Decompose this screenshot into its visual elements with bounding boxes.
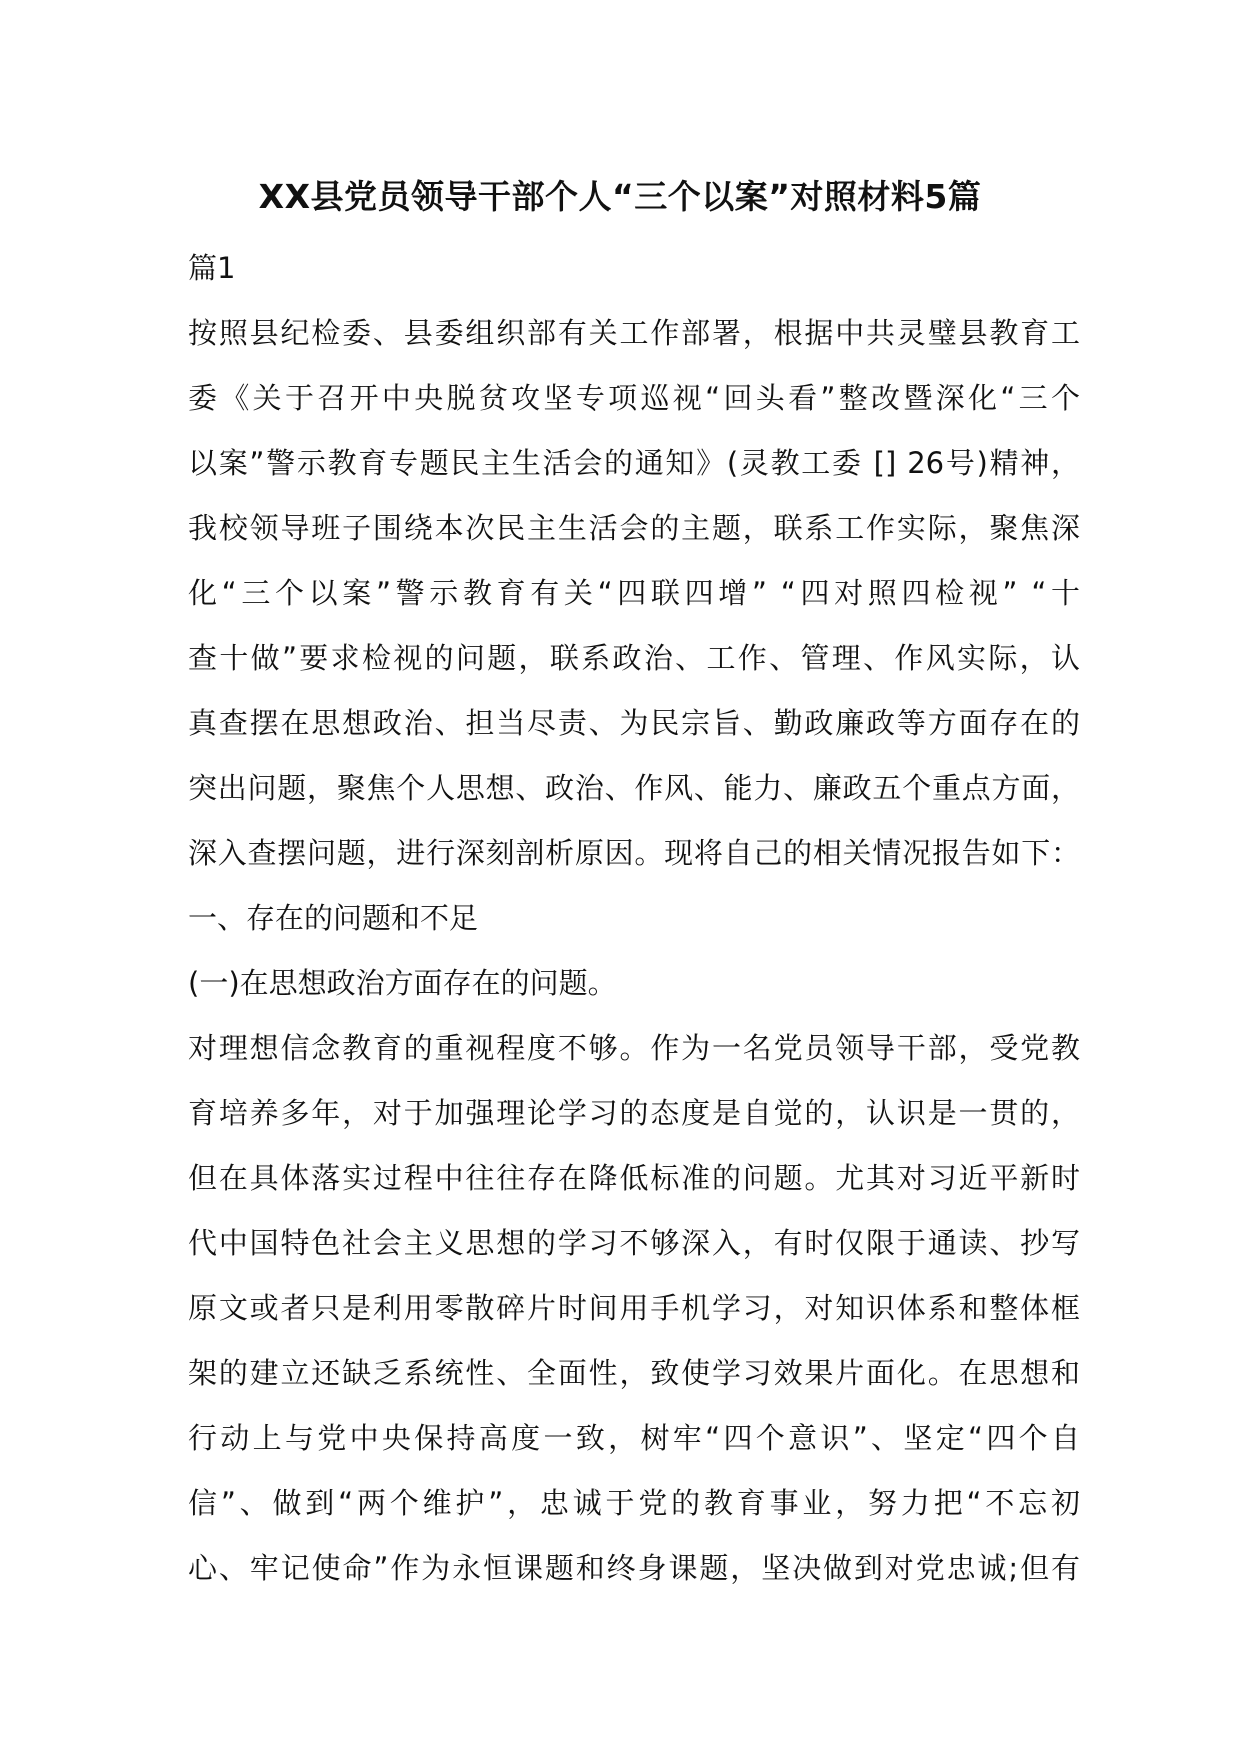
paragraph-line: 信”、做到“两个维护”，忠诚于党的教育事业，努力把“不忘初 (188, 1486, 1080, 1520)
paragraph-line: 但在具体落实过程中往往存在降低标准的问题。尤其对习近平新时 (188, 1161, 1080, 1195)
document-title: XX县党员领导干部个人“三个以案”对照材料5篇 (258, 177, 982, 216)
paragraph-line: 查十做”要求检视的问题，联系政治、工作、管理、作风实际，认 (188, 641, 1080, 675)
section-heading: 篇1 (188, 251, 236, 285)
paragraph-line: 委《关于召开中央脱贫攻坚专项巡视“回头看”整改暨深化“三个 (188, 381, 1080, 415)
paragraph-line: 以案”警示教育专题民主生活会的通知》(灵教工委 [] 26号)精神， (188, 446, 1080, 480)
paragraph-line: 架的建立还缺乏系统性、全面性，致使学习效果片面化。在思想和 (188, 1356, 1080, 1390)
paragraph-line: 行动上与党中央保持高度一致，树牢“四个意识”、坚定“四个自 (188, 1421, 1080, 1455)
paragraph-line: 心、牢记使命”作为永恒课题和终身课题，坚决做到对党忠诚;但有 (188, 1551, 1080, 1585)
paragraph-line: 深入查摆问题，进行深刻剖析原因。现将自己的相关情况报告如下： (188, 836, 1080, 870)
paragraph-line: 育培养多年，对于加强理论学习的态度是自觉的，认识是一贯的， (188, 1096, 1080, 1130)
paragraph-line: 突出问题，聚焦个人思想、政治、作风、能力、廉政五个重点方面， (188, 771, 1080, 805)
paragraph-line: 我校领导班子围绕本次民主生活会的主题，联系工作实际，聚焦深 (188, 511, 1080, 545)
subsection-heading: (一)在思想政治方面存在的问题。 (188, 966, 617, 1000)
paragraph-line: 真查摆在思想政治、担当尽责、为民宗旨、勤政廉政等方面存在的 (188, 706, 1080, 740)
document-body (188, 236, 1080, 1601)
paragraph-line: 代中国特色社会主义思想的学习不够深入，有时仅限于通读、抄写 (188, 1226, 1080, 1260)
paragraph-line: 按照县纪检委、县委组织部有关工作部署，根据中共灵璧县教育工 (188, 316, 1080, 350)
paragraph-line: 原文或者只是利用零散碎片时间用手机学习，对知识体系和整体框 (188, 1291, 1080, 1325)
paragraph-line: 化“三个以案”警示教育有关“四联四增” “四对照四检视” “十 (188, 576, 1080, 610)
paragraph-line: 对理想信念教育的重视程度不够。作为一名党员领导干部，受党教 (188, 1031, 1080, 1065)
section-heading: 一、存在的问题和不足 (188, 901, 479, 935)
